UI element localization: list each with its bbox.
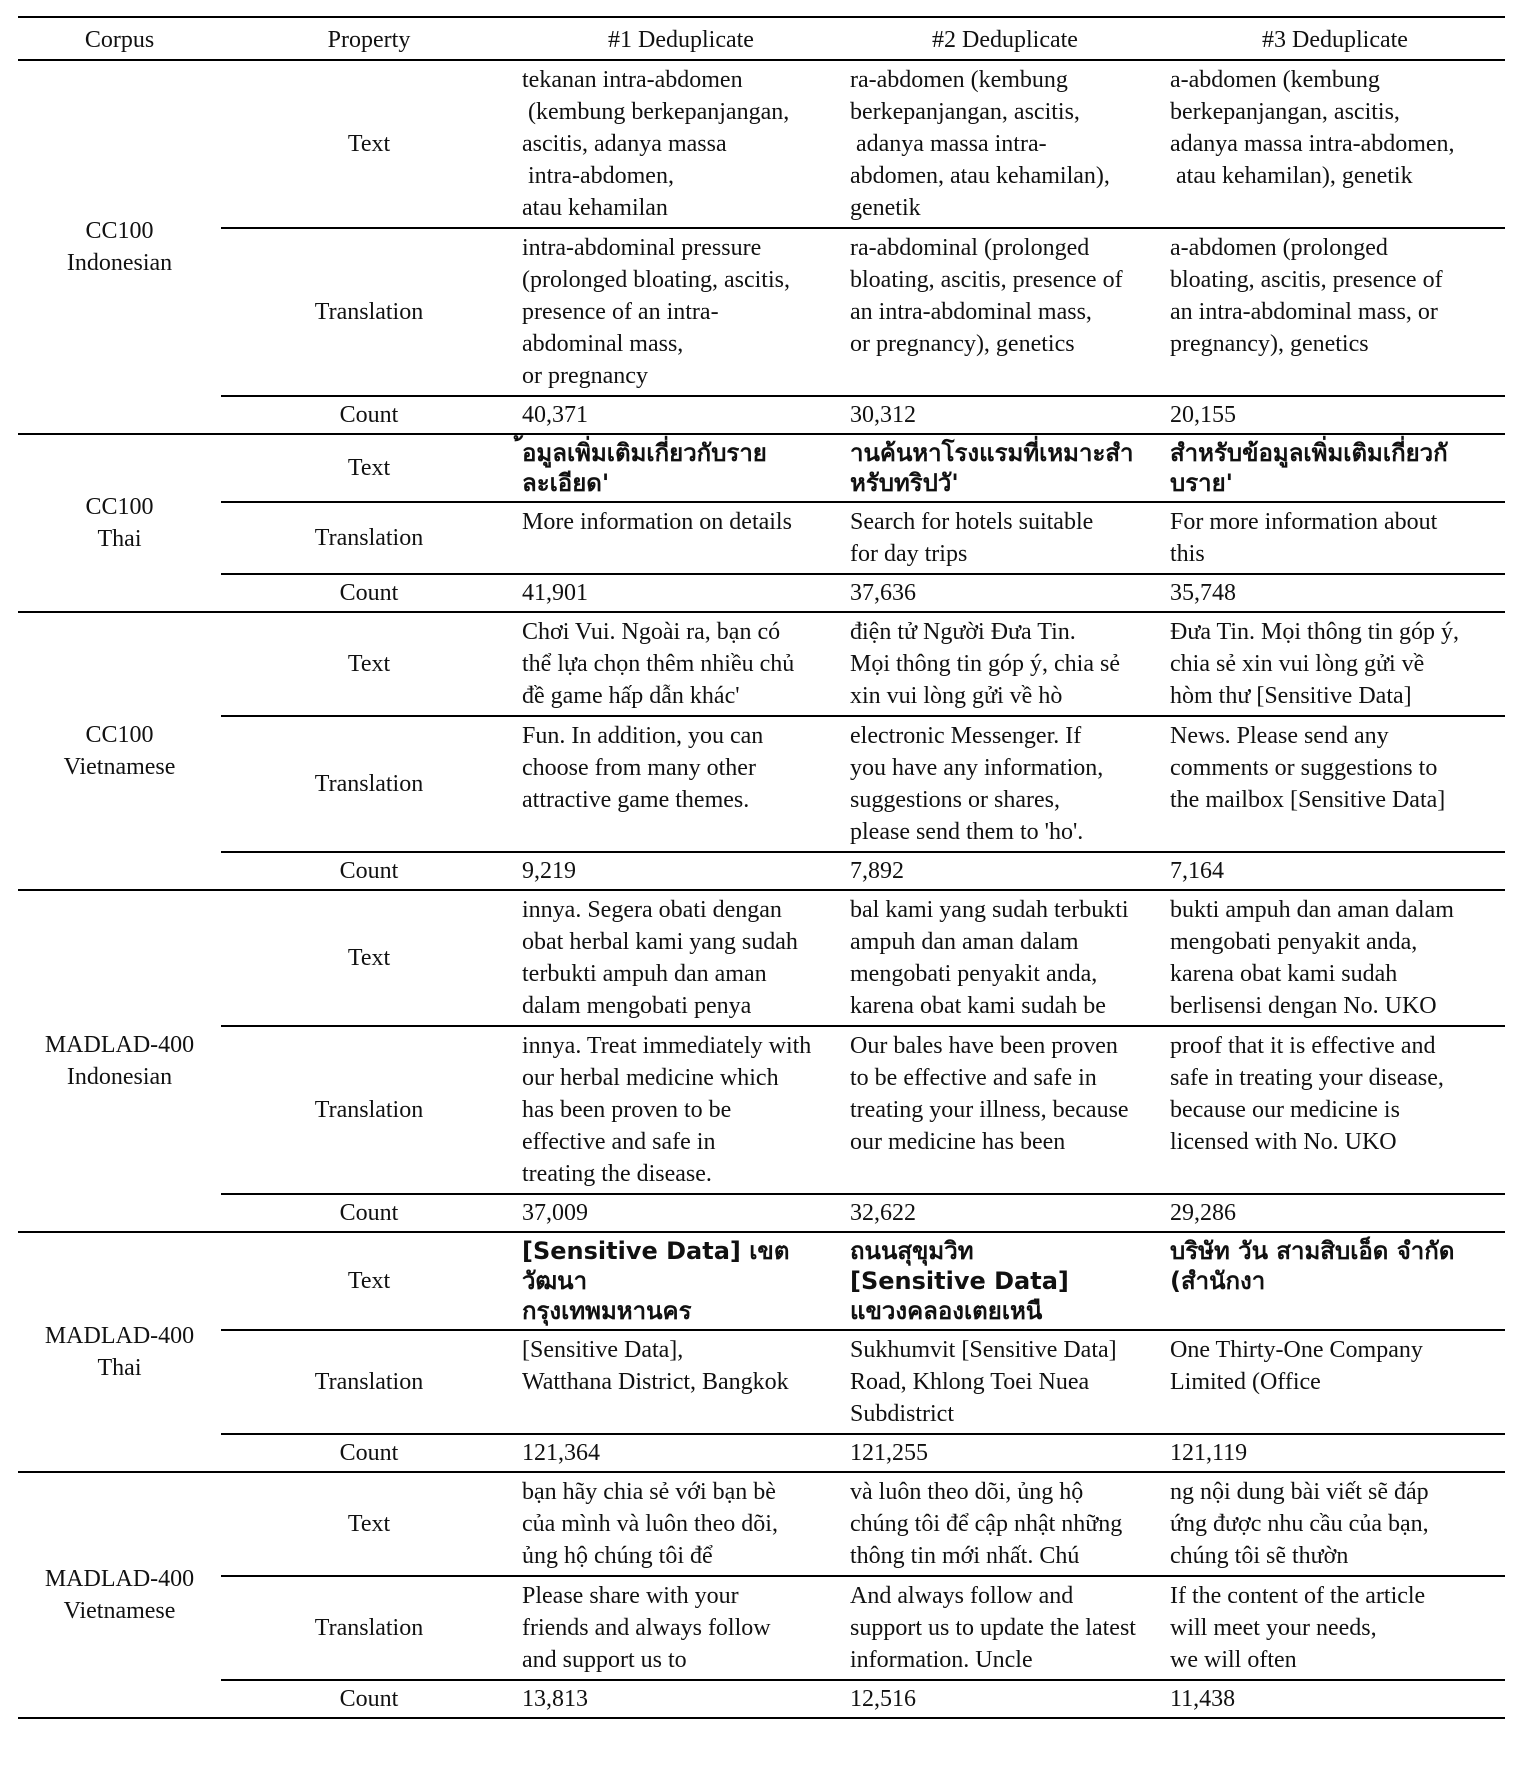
count-value: 11,438 [1170,1686,1236,1712]
translation-cell [517,502,845,574]
property-text-label: Text [221,434,517,502]
translation-value: More information on details [522,509,792,535]
table-row [18,434,1505,502]
translation-value: Search for hotels suitable for day trips [850,509,1094,567]
table-row [18,612,1505,716]
property-text-label: Text [221,890,517,1026]
translation-value: [Sensitive Data], Watthana District, Bangkok [522,1337,789,1395]
translation-value: electronic Messenger. If you have any information, suggestions or shares, please send them to 'ho'. [850,723,1104,845]
translation-cell [845,1330,1165,1434]
text-value: Đưa Tin. Mọi thông tin góp ý, chia sẻ xin vui lòng gửi về hòm thư [Sensitive Data] [1170,619,1460,709]
count-cell [1165,1434,1505,1472]
text-cell [1165,612,1505,716]
count-value: 40,371 [522,402,588,428]
property-count-label: Count [221,1194,517,1232]
translation-value: News. Please send any comments or suggestions to the mailbox [Sensitive Data] [1170,723,1446,813]
count-cell [517,396,845,434]
property-text-label: Text [221,60,517,228]
count-cell [1165,1680,1505,1718]
text-cell [517,434,845,502]
count-value: 7,164 [1170,858,1224,884]
translation-value: For more information about this [1170,509,1438,567]
text-cell [1165,60,1505,228]
table-row [18,1434,1505,1472]
count-cell [1165,1194,1505,1232]
corpus-cell [18,1472,221,1718]
text-value: านค้นหาโรงแรมที่เหมาะสำ หรับทริปวั' [850,439,1134,497]
text-value: ra-abdomen (kembung berkepanjangan, ascitis, adanya massa intra- abdomen, atau kehamilan), genetik [850,67,1110,221]
corpus-label: CC100 Vietnamese [63,722,176,780]
text-cell [845,60,1165,228]
corpus-cell [18,1232,221,1472]
table-row [18,1330,1505,1434]
translation-cell [517,1330,845,1434]
table-row [18,1232,1505,1330]
corpus-cell [18,612,221,890]
text-cell [845,612,1165,716]
corpus-label: CC100 Indonesian [66,218,173,276]
text-cell [845,1232,1165,1330]
property-translation-label: Translation [221,228,517,396]
translation-cell [517,228,845,396]
text-cell [1165,890,1505,1026]
property-text-label: Text [221,1232,517,1330]
translation-value: innya. Treat immediately with our herbal medicine which has been proven to be effective and safe in treating the disease. [522,1033,812,1187]
corpus-cell [18,60,221,434]
count-cell [845,852,1165,890]
text-value: Chơi Vui. Ngoài ra, bạn có thể lựa chọn thêm nhiều chủ đề game hấp dẫn khác' [522,619,795,709]
text-cell [517,1232,845,1330]
count-cell [845,574,1165,612]
translation-value: And always follow and support us to update the latest information. Uncle [850,1583,1136,1673]
translation-cell [1165,716,1505,852]
count-value: 121,364 [522,1440,600,1466]
property-translation-label: Translation [221,502,517,574]
table-row [18,1026,1505,1194]
count-value: 29,286 [1170,1200,1236,1226]
text-value: [Sensitive Data] เขตวัฒนา กรุงเทพมหานคร [522,1237,790,1325]
count-value: 30,312 [850,402,916,428]
text-value: tekanan intra-abdomen (kembung berkepanjangan, ascitis, adanya massa intra-abdomen, atau kehamilan [522,67,790,221]
text-value: ถนนสุขุมวิท [Sensitive Data] แขวงคลองเตยเหนื [850,1237,1069,1325]
header-property: Property [327,27,411,53]
text-cell [845,434,1165,502]
text-cell [517,60,845,228]
text-value: bạn hãy chia sẻ với bạn bè của mình và luôn theo dõi, ủng hộ chúng tôi để [522,1479,778,1569]
text-cell [1165,1232,1505,1330]
translation-value: a-abdomen (prolonged bloating, ascitis, presence of an intra-abdominal mass, or pregnancy), genetics [1170,235,1443,357]
translation-cell [845,716,1165,852]
text-value: ้อมูลเพิ่มเติมเกี่ยวกับราย ละเอียด' [522,439,767,497]
table-body [18,60,1505,1718]
text-value: điện tử Người Đưa Tin. Mọi thông tin góp ý, chia sẻ xin vui lòng gửi về hò [850,619,1120,709]
table-row [18,1680,1505,1718]
property-translation-label: Translation [221,1026,517,1194]
translation-value: One Thirty-One Company Limited (Office [1170,1337,1423,1395]
property-count-label: Count [221,1434,517,1472]
count-cell [1165,574,1505,612]
text-value: a-abdomen (kembung berkepanjangan, ascitis, adanya massa intra-abdomen, atau kehamilan), genetik [1170,67,1455,189]
translation-value: Our bales have been proven to be effective and safe in treating your illness, because our medicine has been [850,1033,1129,1155]
deduplication-table [18,16,1505,1719]
table-row [18,574,1505,612]
translation-value: ra-abdominal (prolonged bloating, ascitis, presence of an intra-abdominal mass, or pregnancy), genetics [850,235,1123,357]
table-header [18,17,1505,60]
property-text-label: Text [221,1472,517,1576]
text-value: สำหรับข้อมูลเพิ่มเติมเกี่ยวกั บราย' [1170,439,1448,497]
count-value: 32,622 [850,1200,916,1226]
corpus-label: CC100 Thai [85,494,154,552]
header-dedup-2: #2 Deduplicate [932,27,1078,53]
corpus-cell [18,890,221,1232]
translation-cell [1165,1576,1505,1680]
count-value: 13,813 [522,1686,588,1712]
translation-value: Please share with your friends and always follow and support us to [522,1583,771,1673]
translation-cell [845,502,1165,574]
text-cell [1165,1472,1505,1576]
count-cell [845,396,1165,434]
header-dedup-3: #3 Deduplicate [1262,27,1408,53]
table-row [18,1472,1505,1576]
table-row [18,1576,1505,1680]
count-cell [517,574,845,612]
translation-cell [517,1576,845,1680]
count-cell [517,1194,845,1232]
count-cell [517,852,845,890]
property-text-label: Text [221,612,517,716]
text-cell [1165,434,1505,502]
translation-value: If the content of the article will meet your needs, we will often [1170,1583,1426,1673]
translation-cell [1165,1026,1505,1194]
text-cell [845,890,1165,1026]
translation-cell [517,1026,845,1194]
table-row [18,852,1505,890]
text-cell [517,1472,845,1576]
text-value: và luôn theo dõi, ủng hộ chúng tôi để cập nhật những thông tin mới nhất. Chú [850,1479,1123,1569]
translation-cell [1165,228,1505,396]
count-value: 121,255 [850,1440,928,1466]
header-corpus: Corpus [84,27,155,53]
count-value: 35,748 [1170,580,1236,606]
count-cell [845,1680,1165,1718]
property-translation-label: Translation [221,1576,517,1680]
count-cell [1165,396,1505,434]
translation-value: Fun. In addition, you can choose from many other attractive game themes. [522,723,764,813]
text-value: bukti ampuh dan aman dalam mengobati penyakit anda, karena obat kami sudah berlisensi dengan No. UKO [1170,897,1454,1019]
dedup-table-container [18,16,1505,1719]
property-count-label: Count [221,1680,517,1718]
translation-cell [845,1026,1165,1194]
count-value: 7,892 [850,858,904,884]
count-cell [845,1434,1165,1472]
count-cell [1165,852,1505,890]
property-translation-label: Translation [221,716,517,852]
text-cell [517,612,845,716]
table-row [18,890,1505,1026]
text-value: bal kami yang sudah terbukti ampuh dan aman dalam mengobati penyakit anda, karena obat kami sudah be [850,897,1129,1019]
count-value: 9,219 [522,858,576,884]
table-row [18,716,1505,852]
count-cell [517,1680,845,1718]
text-value: innya. Segera obati dengan obat herbal kami yang sudah terbukti ampuh dan aman dalam mengobati penya [522,897,798,1019]
count-value: 41,901 [522,580,588,606]
translation-cell [1165,1330,1505,1434]
corpus-label: MADLAD-400 Vietnamese [44,1566,195,1624]
corpus-label: MADLAD-400 Thai [44,1323,195,1381]
table-row [18,396,1505,434]
translation-value: Sukhumvit [Sensitive Data] Road, Khlong Toei Nuea Subdistrict [850,1337,1117,1427]
table-row [18,60,1505,228]
translation-value: intra-abdominal pressure (prolonged bloating, ascitis, presence of an intra- abdominal mass, or pregnancy [522,235,790,389]
count-value: 20,155 [1170,402,1236,428]
header-dedup-1: #1 Deduplicate [608,27,754,53]
property-count-label: Count [221,852,517,890]
property-translation-label: Translation [221,1330,517,1434]
header-row [18,17,1505,60]
count-value: 12,516 [850,1686,916,1712]
translation-cell [845,228,1165,396]
text-cell [845,1472,1165,1576]
count-value: 37,009 [522,1200,588,1226]
table-row [18,502,1505,574]
text-cell [517,890,845,1026]
count-value: 121,119 [1170,1440,1248,1466]
table-row [18,1194,1505,1232]
count-cell [517,1434,845,1472]
translation-cell [845,1576,1165,1680]
text-value: ng nội dung bài viết sẽ đáp ứng được nhu cầu của bạn, chúng tôi sẽ thườn [1170,1479,1429,1569]
property-count-label: Count [221,396,517,434]
table-row [18,228,1505,396]
property-count-label: Count [221,574,517,612]
translation-value: proof that it is effective and safe in treating your disease, because our medicine is licensed with No. UKO [1170,1033,1444,1155]
count-cell [845,1194,1165,1232]
translation-cell [517,716,845,852]
corpus-cell [18,434,221,612]
translation-cell [1165,502,1505,574]
corpus-label: MADLAD-400 Indonesian [44,1032,195,1090]
count-value: 37,636 [850,580,916,606]
text-value: บริษัท วัน สามสิบเอ็ด จำกัด (สำนักงา [1170,1237,1455,1295]
